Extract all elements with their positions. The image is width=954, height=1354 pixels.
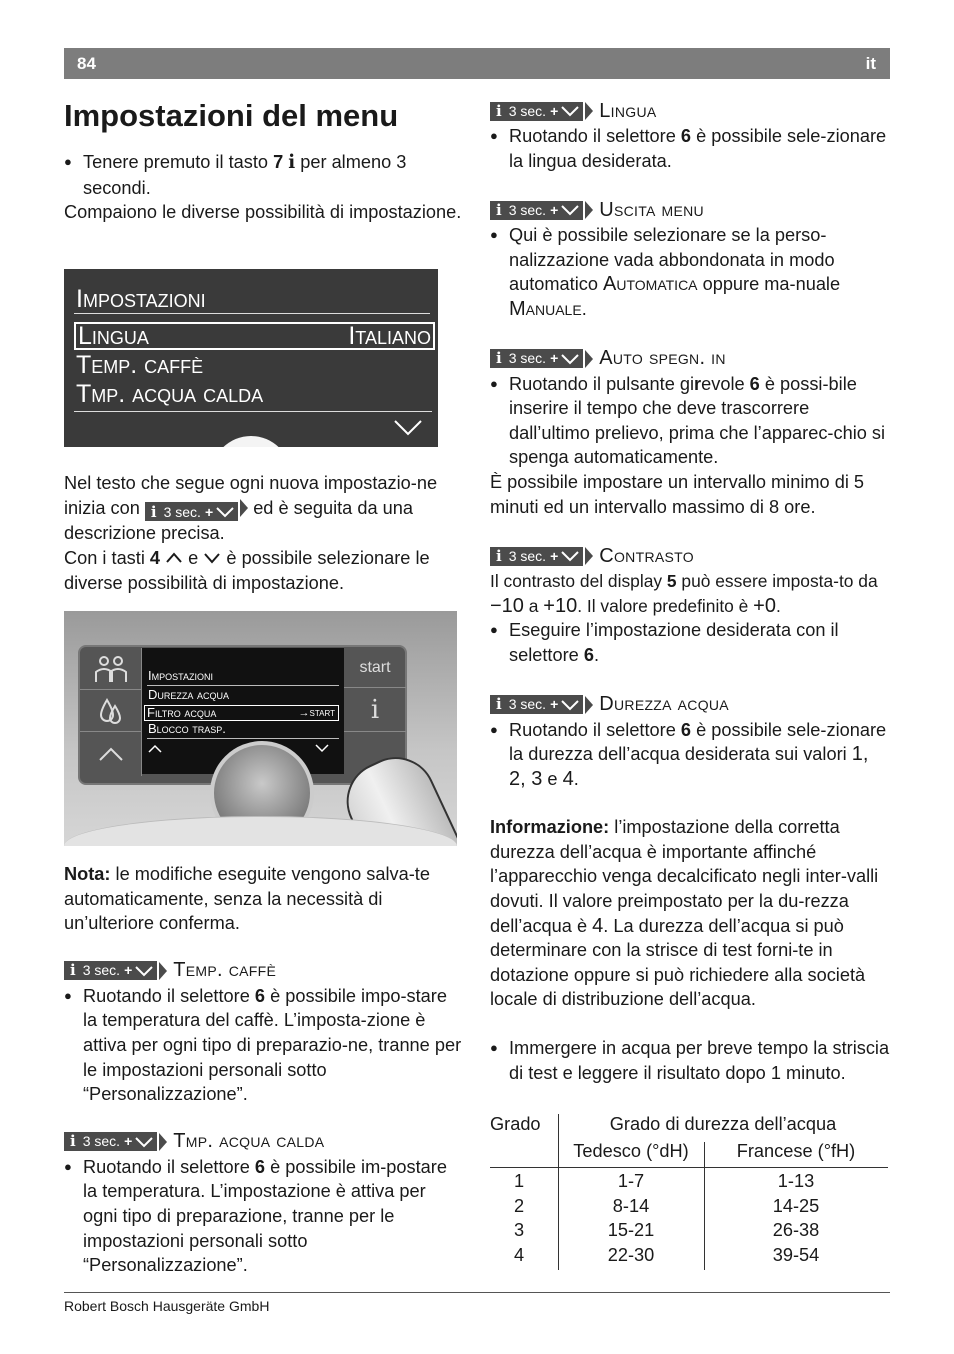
info-key-icon: i (288, 152, 296, 173)
start-button: start (344, 648, 406, 688)
screen-divider (74, 313, 430, 314)
profile-button (80, 648, 142, 690)
section-bullet: ● Ruotando il pulsante girevole 6 è possi-bile inserire il tempo che deve trascorrere dall’ultimo prelievo, prima che l’apparec-chio si spenga automaticamente. (490, 372, 890, 470)
table-cell-de: 8-14 (612, 1195, 650, 1216)
screen-row: Tmp. acqua calda (76, 380, 264, 408)
table-cell-grade: 2 (513, 1195, 525, 1216)
arrow-right-icon (585, 201, 593, 219)
chevron-down-icon (134, 1136, 154, 1148)
table-cell-fr: 39-54 (772, 1244, 820, 1265)
table-divider (490, 1167, 888, 1168)
section-bullet: ● Qui è possibile selezionare se la perso-nalizzazione vada abbondonata in modo automatico Automatica oppure ma-nuale Manuale. (490, 223, 890, 321)
screen-divider (74, 411, 432, 412)
table-cell-fr: 14-25 (772, 1195, 820, 1216)
screen-selected-row: Lingua Italiano (74, 322, 435, 350)
panel-selected-row: →start Filtro acqua (144, 705, 339, 721)
water-button (80, 690, 142, 732)
chevron-down-icon (315, 744, 329, 753)
section-header-lingua: i 3 sec. + Lingua (490, 98, 890, 124)
table-cell-de: 15-21 (607, 1220, 655, 1240)
table-header-de: Tedesco (°dH) (573, 1141, 689, 1161)
chevron-up-icon (165, 552, 183, 564)
info-button: i (344, 688, 406, 732)
section-bullet: ● Eseguire l’impostazione desiderata con il selettore 6. (490, 618, 890, 667)
right-column (490, 98, 890, 1085)
table-cell-fr: 1-13 (777, 1171, 815, 1191)
section-bullet: ● Ruotando il selettore 6 è possibile sele-zionare la lingua desiderata. (490, 124, 890, 173)
explain-paragraph: Nel testo che segue ogni nuova impostazio-ne inizia con i 3 sec. + ed è seguita da una descrizione precisa. (64, 473, 438, 544)
section-header-auto-spegn: i 3 sec. + Auto spegn. in (490, 346, 890, 372)
setting-tag: i 3 sec. + (145, 502, 238, 521)
left-column (64, 98, 464, 225)
control-panel-illustration (64, 611, 457, 846)
chevron-down-icon (134, 965, 154, 977)
table-cell-de: 22-30 (607, 1244, 655, 1265)
people-icon (94, 654, 128, 684)
panel-display: Impostazioni Durezza acqua →start Filtro acqua Blocco trasp. (142, 648, 344, 774)
table-cell-grade: 1 (513, 1171, 525, 1191)
language-code: it (865, 54, 876, 73)
section-bullet: ● Ruotando il selettore 6 è possibile impo-stare la temperatura del caffè. L’imposta-zione è attiva per ogni tipo di preparazio-ne, tranne per le impostazioni personali sotto “Personalizzazione”. (64, 984, 464, 1107)
screen-heading: Impostazioni (76, 285, 206, 313)
display-screen-illustration (64, 269, 438, 447)
table-header-fr: Francese (°fH) (736, 1141, 856, 1161)
arrow-right-icon (585, 547, 593, 565)
table-cell-de: 1-7 (617, 1171, 645, 1191)
chevron-up-icon (148, 744, 162, 753)
arrow-right-icon (240, 499, 248, 517)
left-lower-column (64, 862, 464, 1278)
section-header-temp-caffe: i 3 sec. + Temp. caffè (64, 958, 464, 984)
intro-text: Compaiono le diverse possibilità di impostazione. (64, 202, 462, 223)
page-header-bar (64, 48, 890, 79)
info-paragraph: Informazione: l’impostazione della corretta durezza dell’acqua è importante affinché l’apparecchio venga decalcificato negli inter-valli dovuti. Il valore preimpostato per la du-rezza dell’acqua è 4. La durezza dell’acqua si può determinare con la strisce di test forni-te in dotazione oppure si può richiedere alla società locale di distribuzione dell’acqua. (490, 817, 879, 1010)
chevron-up-icon (98, 746, 124, 762)
up-button (80, 732, 142, 776)
arrow-right-icon (585, 350, 593, 368)
rotary-knob (211, 436, 291, 447)
section-text: È possibile impostare un intervallo minimo di 5 minuti ed un intervallo massimo di 8 ore. (490, 471, 865, 517)
table-header-group: Grado di durezza dell’acqua (609, 1114, 837, 1134)
arrow-right-icon (585, 696, 593, 714)
table-cell-fr: 26-38 (772, 1220, 820, 1240)
footer-divider (64, 1292, 890, 1293)
arrow-right-icon (159, 962, 167, 980)
water-drop-icon (98, 696, 124, 726)
section-text: Il contrasto del display 5 può essere imposta-to da −10 a +10. Il valore predefinito è +0. (490, 571, 878, 617)
footer-company: Robert Bosch Hausgeräte GmbH (64, 1298, 270, 1314)
chevron-down-icon (215, 506, 235, 518)
section-bullet: ● Ruotando il selettore 6 è possibile sele-zionare la durezza dell’acqua desiderata sui valori 1, 2, 3 e 4. (490, 718, 890, 792)
table-header-grade: Grado (490, 1114, 541, 1134)
chevron-down-icon (560, 353, 580, 365)
chevron-down-icon (560, 550, 580, 562)
info-bullet: ● Immergere in acqua per breve tempo la striscia di test e leggere il risultato dopo 1 minuto. (490, 1036, 890, 1085)
chevron-down-icon (560, 204, 580, 216)
table-cell-grade: 4 (513, 1244, 525, 1265)
note-paragraph: Nota: le modifiche eseguite vengono salva-te automaticamente, senza la necessità di un’ulteriore conferma. (64, 864, 430, 934)
chevron-down-icon (203, 552, 221, 564)
section-header-tmp-acqua-calda: i 3 sec. + Tmp. acqua calda (64, 1129, 464, 1155)
page-title: Impostazioni del menu (64, 98, 399, 133)
chevron-down-icon (560, 105, 580, 117)
arrow-right-icon (585, 102, 593, 120)
page-number: 84 (77, 54, 96, 73)
chevron-down-icon (560, 699, 580, 711)
explain-paragraph: Con i tasti 4 e è possibile selezionare le diverse possibilità di impostazione. (64, 547, 430, 593)
table-cell-grade: 3 (513, 1220, 525, 1240)
intro-bullet: ● Tenere premuto il tasto 7 i per almeno 3 secondi. (64, 150, 464, 200)
section-bullet: ● Ruotando il selettore 6 è possibile im-postare la temperatura. L’impostazione è attiva per ogni tipo di preparazione, tranne per le impostazioni personali sotto “Personalizzazione”. (64, 1155, 464, 1278)
section-header-contrasto: i 3 sec. + Contrasto (490, 543, 890, 569)
chevron-down-icon (393, 419, 423, 437)
explain-block (64, 471, 464, 595)
section-header-uscita-menu: i 3 sec. + Uscita menu (490, 197, 890, 223)
screen-row: Temp. caffè (76, 351, 204, 379)
section-header-durezza-acqua: i 3 sec. + Durezza acqua (490, 692, 890, 718)
arrow-right-icon (159, 1133, 167, 1151)
